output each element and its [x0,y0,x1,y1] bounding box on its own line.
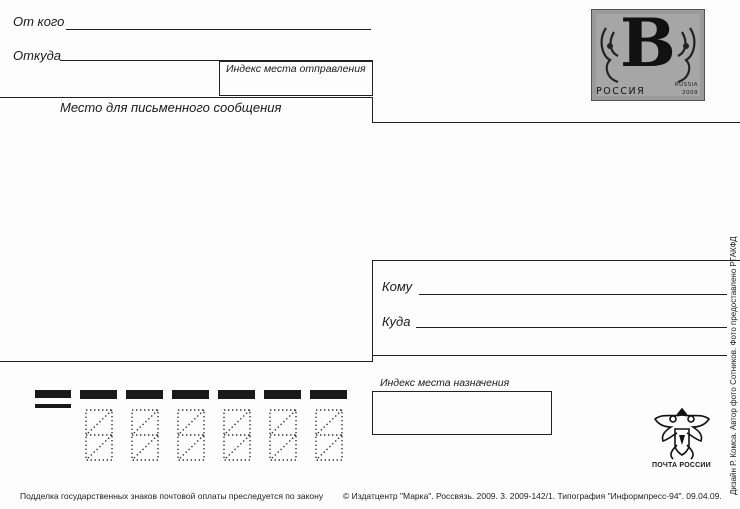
divider-top-left [0,97,373,98]
footer-legal-notice: Подделка государственных знаков почтовой оплаты преследуется по закону [20,491,324,501]
postcode-bar [310,390,347,399]
where-to-field[interactable] [416,325,727,333]
recipient-top-border [372,260,740,261]
postcode-bar [172,390,209,399]
divider-bottom-left [0,361,373,362]
divider-step [372,97,373,122]
address-extra-line [372,355,727,356]
postcode-bar [218,390,255,399]
postcode-bar [126,390,163,399]
from-field[interactable] [66,27,371,35]
postage-stamp [591,9,705,101]
stamp-letter: В [620,9,676,82]
postcode-digit[interactable] [84,408,114,462]
postcode-digit[interactable] [130,408,160,462]
stamp-country: РОССИЯ [596,86,646,97]
message-area[interactable] [0,124,372,360]
double-headed-eagle-icon [651,405,713,461]
from-label: От кого [13,14,65,29]
message-area-label: Место для письменного сообщения [60,100,282,115]
postcode-bar [80,390,117,399]
russian-post-text: ПОЧТА РОССИИ [652,462,711,469]
postcode-digit[interactable] [314,408,344,462]
destination-index-box[interactable] [372,391,552,435]
to-label: Кому [382,279,413,294]
destination-index-label: Индекс места назначения [380,377,510,389]
postcode-digit[interactable] [268,408,298,462]
origin-index-label: Индекс места отправления [226,63,366,75]
where-to-label: Куда [382,314,411,329]
recipient-left-border [372,260,373,361]
postcode-digit[interactable] [176,408,206,462]
postcode-mark-bar [35,404,71,408]
stamp-year: 2009 [682,90,698,96]
where-from-label: Откуда [13,48,61,63]
footer-imprint: © Издатцентр "Марка". Россвязь. 2009. 3. 2009-142/1. Типография "Информпресс-94". 09.04.09. [343,491,722,501]
russian-post-logo [651,405,713,475]
postcode-bar [264,390,301,399]
to-field[interactable] [419,292,727,300]
postcode-digit[interactable] [222,408,252,462]
stamp-country-latin: RUSSIA [674,82,698,88]
divider-top-right [372,122,740,123]
side-credit: Дизайн Р. Комса. Автор фото Сотников. Фото предоставлено РГАКФД [729,236,738,495]
postcode-mark-bar [35,390,71,398]
